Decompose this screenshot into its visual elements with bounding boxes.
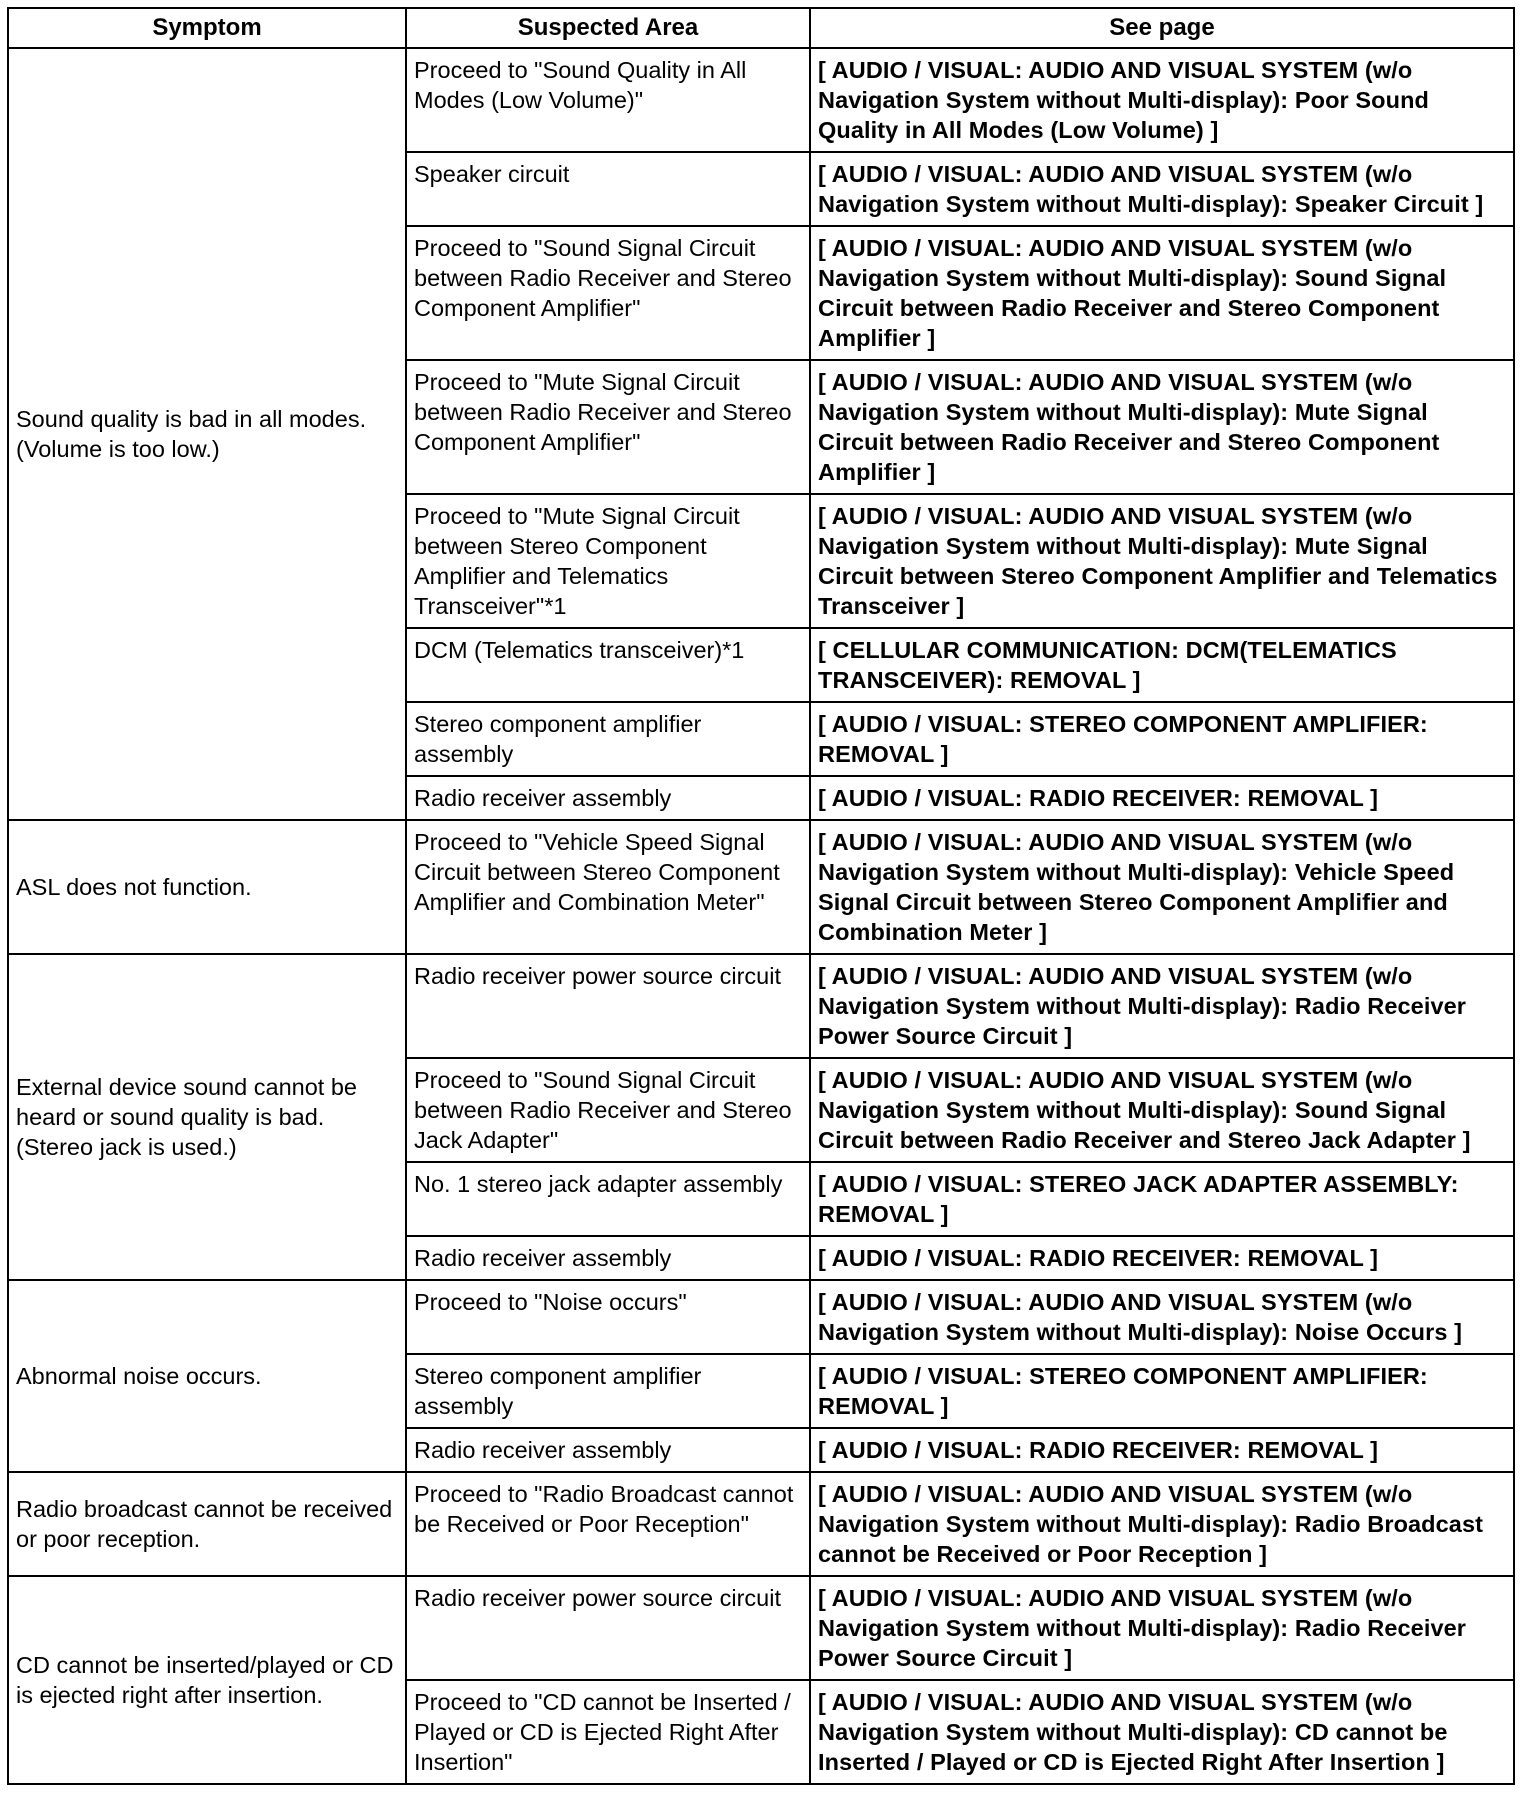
see-page-link[interactable]: [ AUDIO / VISUAL: AUDIO AND VISUAL SYSTEM (w/o Navigation System without Multi-display): Poor Sound Quality in All Modes (Low Volume) ] <box>810 48 1514 152</box>
see-page-link[interactable]: [ AUDIO / VISUAL: STEREO COMPONENT AMPLIFIER: REMOVAL ] <box>810 702 1514 776</box>
header-suspected-area: Suspected Area <box>406 8 810 48</box>
suspected-area-cell: Proceed to "CD cannot be Inserted / Played or CD is Ejected Right After Insertion" <box>406 1680 810 1784</box>
symptom-cell: Sound quality is bad in all modes. (Volume is too low.) <box>8 48 406 820</box>
table-header <box>8 8 1514 48</box>
suspected-area-cell: Radio receiver power source circuit <box>406 1576 810 1680</box>
suspected-area-cell: Speaker circuit <box>406 152 810 226</box>
table-row <box>8 1576 1514 1680</box>
header-symptom: Symptom <box>8 8 406 48</box>
suspected-area-cell: Proceed to "Sound Signal Circuit between Radio Receiver and Stereo Component Amplifier" <box>406 226 810 360</box>
suspected-area-cell: Radio receiver power source circuit <box>406 954 810 1058</box>
suspected-area-cell: Radio receiver assembly <box>406 1428 810 1472</box>
suspected-area-cell: Proceed to "Mute Signal Circuit between Radio Receiver and Stereo Component Amplifier" <box>406 360 810 494</box>
symptom-cell: Radio broadcast cannot be received or poor reception. <box>8 1472 406 1576</box>
see-page-link[interactable]: [ AUDIO / VISUAL: AUDIO AND VISUAL SYSTEM (w/o Navigation System without Multi-display): Noise Occurs ] <box>810 1280 1514 1354</box>
see-page-link[interactable]: [ CELLULAR COMMUNICATION: DCM(TELEMATICS TRANSCEIVER): REMOVAL ] <box>810 628 1514 702</box>
suspected-area-cell: Proceed to "Sound Quality in All Modes (Low Volume)" <box>406 48 810 152</box>
suspected-area-cell: Proceed to "Radio Broadcast cannot be Received or Poor Reception" <box>406 1472 810 1576</box>
suspected-area-cell: Radio receiver assembly <box>406 1236 810 1280</box>
table-row <box>8 1472 1514 1576</box>
troubleshooting-table-container <box>7 7 1513 1785</box>
see-page-link[interactable]: [ AUDIO / VISUAL: AUDIO AND VISUAL SYSTEM (w/o Navigation System without Multi-display): Radio Receiver Power Source Circuit ] <box>810 1576 1514 1680</box>
see-page-link[interactable]: [ AUDIO / VISUAL: RADIO RECEIVER: REMOVAL ] <box>810 1236 1514 1280</box>
header-row <box>8 8 1514 48</box>
suspected-area-cell: No. 1 stereo jack adapter assembly <box>406 1162 810 1236</box>
table-body <box>8 48 1514 1784</box>
see-page-link[interactable]: [ AUDIO / VISUAL: AUDIO AND VISUAL SYSTEM (w/o Navigation System without Multi-display): Radio Receiver Power Source Circuit ] <box>810 954 1514 1058</box>
see-page-link[interactable]: [ AUDIO / VISUAL: AUDIO AND VISUAL SYSTEM (w/o Navigation System without Multi-display): Mute Signal Circuit between Stereo Component Amplifier and Telematics Transceiver ] <box>810 494 1514 628</box>
see-page-link[interactable]: [ AUDIO / VISUAL: STEREO JACK ADAPTER ASSEMBLY: REMOVAL ] <box>810 1162 1514 1236</box>
see-page-link[interactable]: [ AUDIO / VISUAL: RADIO RECEIVER: REMOVAL ] <box>810 1428 1514 1472</box>
suspected-area-cell: Proceed to "Sound Signal Circuit between Radio Receiver and Stereo Jack Adapter" <box>406 1058 810 1162</box>
see-page-link[interactable]: [ AUDIO / VISUAL: AUDIO AND VISUAL SYSTEM (w/o Navigation System without Multi-display): Vehicle Speed Signal Circuit between Stereo Component Amplifier and Combination Meter ] <box>810 820 1514 954</box>
suspected-area-cell: Proceed to "Vehicle Speed Signal Circuit between Stereo Component Amplifier and Combination Meter" <box>406 820 810 954</box>
symptom-cell: External device sound cannot be heard or sound quality is bad. (Stereo jack is used.) <box>8 954 406 1280</box>
see-page-link[interactable]: [ AUDIO / VISUAL: AUDIO AND VISUAL SYSTEM (w/o Navigation System without Multi-display): Radio Broadcast cannot be Received or Poor Reception ] <box>810 1472 1514 1576</box>
suspected-area-cell: Proceed to "Mute Signal Circuit between Stereo Component Amplifier and Telematics Transceiver"*1 <box>406 494 810 628</box>
suspected-area-cell: Stereo component amplifier assembly <box>406 702 810 776</box>
table-row <box>8 820 1514 954</box>
see-page-link[interactable]: [ AUDIO / VISUAL: AUDIO AND VISUAL SYSTEM (w/o Navigation System without Multi-display): Sound Signal Circuit between Radio Receiver and Stereo Component Amplifier ] <box>810 226 1514 360</box>
suspected-area-cell: Stereo component amplifier assembly <box>406 1354 810 1428</box>
symptom-cell: Abnormal noise occurs. <box>8 1280 406 1472</box>
table-row <box>8 48 1514 152</box>
see-page-link[interactable]: [ AUDIO / VISUAL: AUDIO AND VISUAL SYSTEM (w/o Navigation System without Multi-display): Mute Signal Circuit between Radio Receiver and Stereo Component Amplifier ] <box>810 360 1514 494</box>
see-page-link[interactable]: [ AUDIO / VISUAL: RADIO RECEIVER: REMOVAL ] <box>810 776 1514 820</box>
see-page-link[interactable]: [ AUDIO / VISUAL: AUDIO AND VISUAL SYSTEM (w/o Navigation System without Multi-display): Sound Signal Circuit between Radio Receiver and Stereo Jack Adapter ] <box>810 1058 1514 1162</box>
suspected-area-cell: DCM (Telematics transceiver)*1 <box>406 628 810 702</box>
symptom-cell: ASL does not function. <box>8 820 406 954</box>
see-page-link[interactable]: [ AUDIO / VISUAL: AUDIO AND VISUAL SYSTEM (w/o Navigation System without Multi-display): CD cannot be Inserted / Played or CD is Ejected Right After Insertion ] <box>810 1680 1514 1784</box>
see-page-link[interactable]: [ AUDIO / VISUAL: STEREO COMPONENT AMPLIFIER: REMOVAL ] <box>810 1354 1514 1428</box>
symptom-cell: CD cannot be inserted/played or CD is ejected right after insertion. <box>8 1576 406 1784</box>
problem-symptoms-table <box>7 7 1515 1785</box>
see-page-link[interactable]: [ AUDIO / VISUAL: AUDIO AND VISUAL SYSTEM (w/o Navigation System without Multi-display): Speaker Circuit ] <box>810 152 1514 226</box>
header-see-page: See page <box>810 8 1514 48</box>
suspected-area-cell: Radio receiver assembly <box>406 776 810 820</box>
suspected-area-cell: Proceed to "Noise occurs" <box>406 1280 810 1354</box>
table-row <box>8 1280 1514 1354</box>
table-row <box>8 954 1514 1058</box>
